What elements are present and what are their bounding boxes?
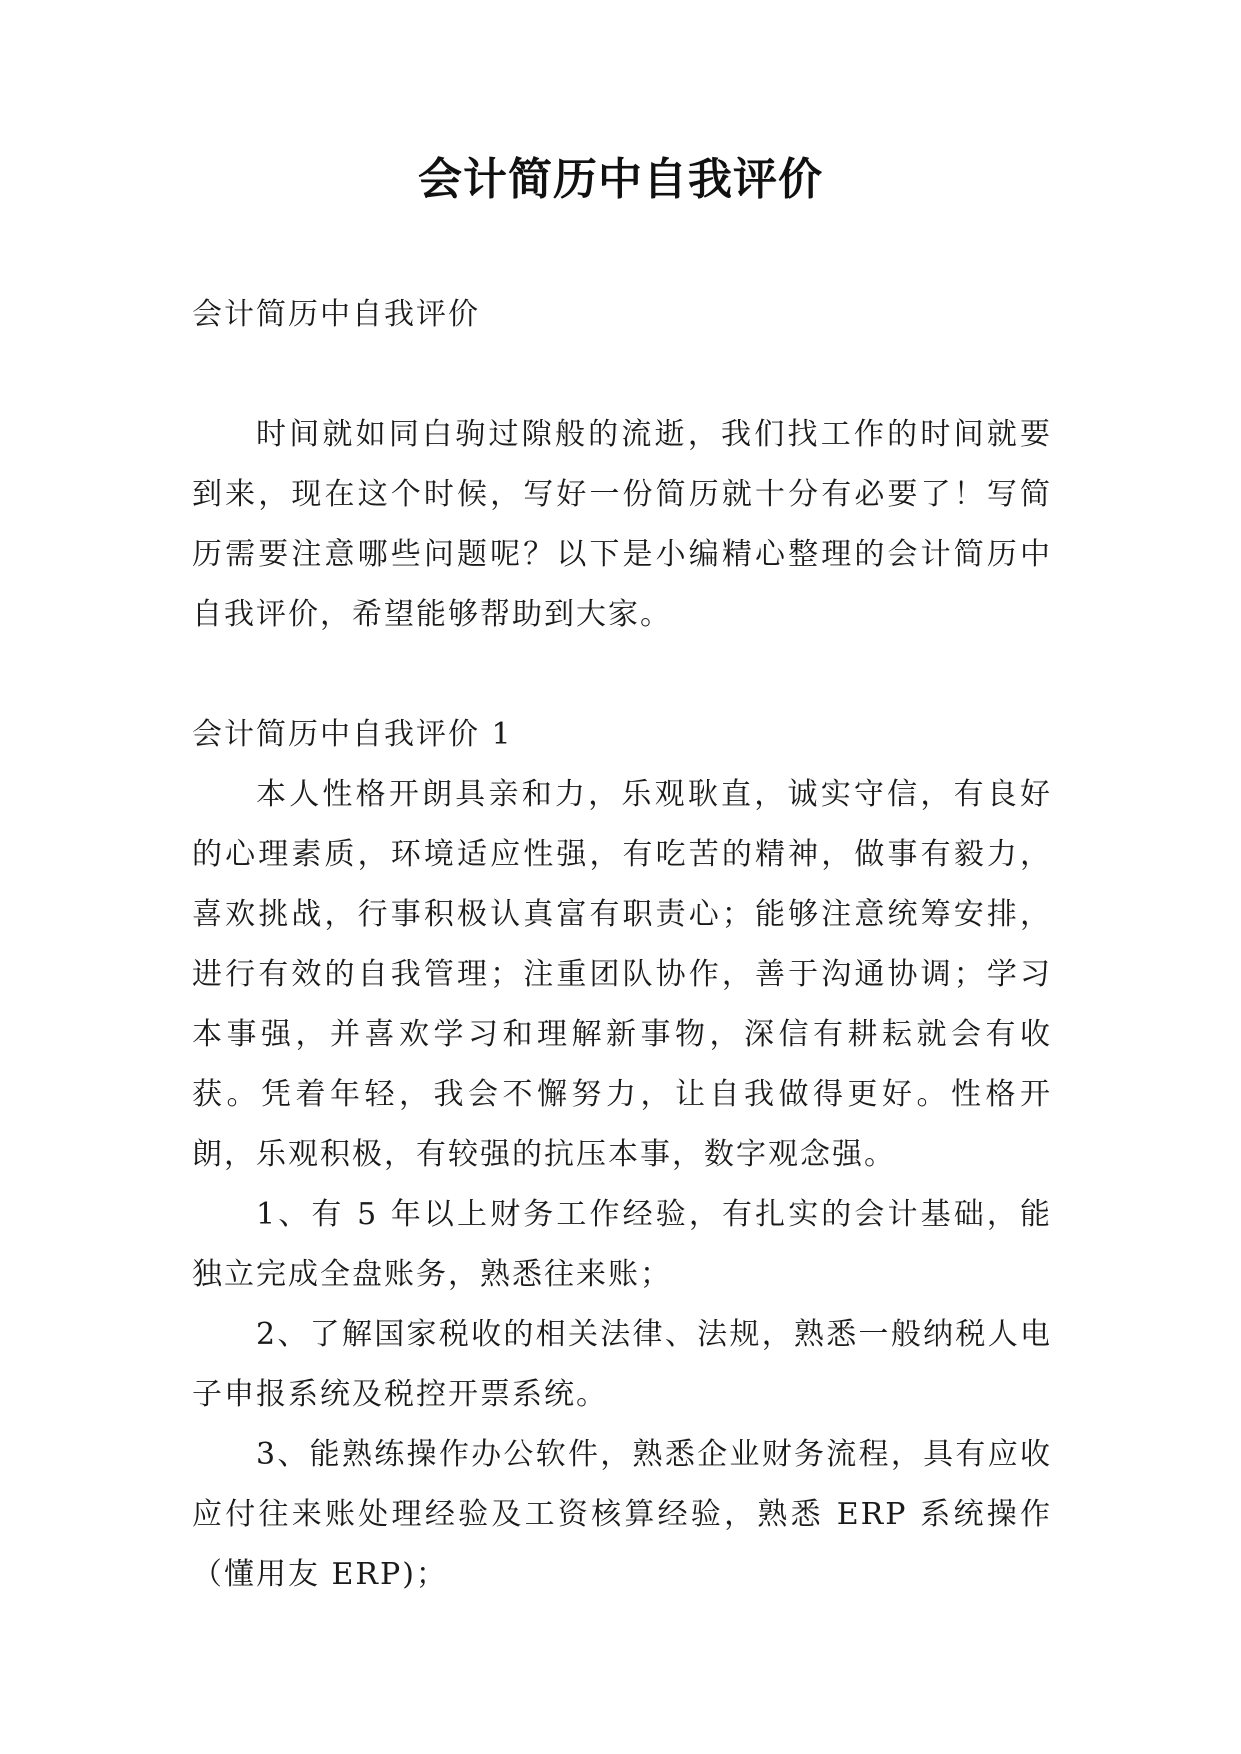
document-title: 会计简历中自我评价 xyxy=(418,154,823,205)
document-subtitle: 会计简历中自我评价 xyxy=(192,297,480,332)
intro-paragraph: 时间就如同白驹过隙般的流逝，我们找工作的时间就要到来，现在这个时候，写好一份简历就十分有必要了！写简历需要注意哪些问题呢？以下是小编精心整理的会计简历中自我评价，希望能够帮助到大家。 xyxy=(192,417,1052,632)
list-item: 1、有 5 年以上财务工作经验，有扎实的会计基础，能独立完成全盘账务，熟悉往来账； xyxy=(192,1197,1052,1292)
list-item: 3、能熟练操作办公软件，熟悉企业财务流程，具有应收应付往来账处理经验及工资核算经验，熟悉 ERP 系统操作（懂用友 ERP)； xyxy=(192,1437,1052,1592)
section-body-paragraph: 本人性格开朗具亲和力，乐观耿直，诚实守信，有良好的心理素质，环境适应性强，有吃苦的精神，做事有毅力，喜欢挑战，行事积极认真富有职责心；能够注意统筹安排，进行有效的自我管理；注重团队协作，善于沟通协调；学习本事强，并喜欢学习和理解新事物，深信有耕耘就会有收获。凭着年轻，我会不懈努力，让自我做得更好。性格开朗，乐观积极，有较强的抗压本事，数字观念强。 xyxy=(192,777,1052,1172)
section-heading: 会计简历中自我评价 1 xyxy=(192,717,513,752)
list-item: 2、了解国家税收的相关法律、法规，熟悉一般纳税人电子申报系统及税控开票系统。 xyxy=(192,1317,1052,1412)
document-body xyxy=(192,285,1052,1605)
